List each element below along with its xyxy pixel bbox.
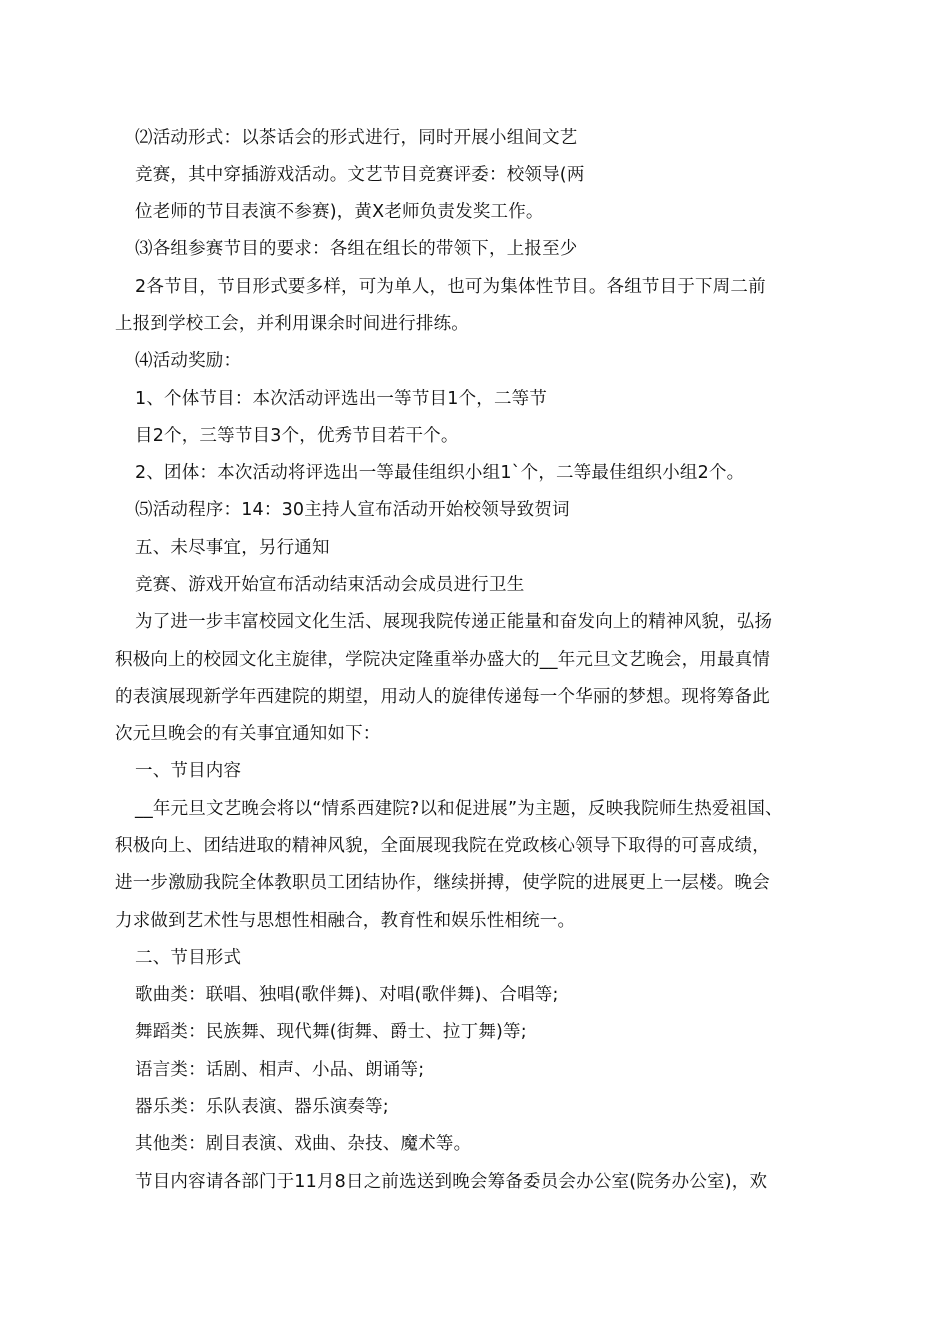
list-item: 舞蹈类：民族舞、现代舞(街舞、爵士、拉丁舞)等; <box>135 1022 527 1042</box>
paragraph-line: 节目内容请各部门于11月8日之前选送到晚会筹备委员会办公室(院务办公室)，欢 <box>135 1172 768 1192</box>
paragraph-line: 位老师的节目表演不参赛)，黄X老师负责发奖工作。 <box>135 202 544 222</box>
paragraph-line: 的表演展现新学年西建院的期望，用动人的旋律传递每一个华丽的梦想。现将筹备此 <box>115 687 770 707</box>
section-heading: 二、节目形式 <box>135 948 242 968</box>
paragraph-line: 上报到学校工会，并利用课余时间进行排练。 <box>115 314 469 334</box>
paragraph-line: 力求做到艺术性与思想性相融合，教育性和娱乐性相统一。 <box>115 911 576 931</box>
list-item: 歌曲类：联唱、独唱(歌伴舞)、对唱(歌伴舞)、合唱等; <box>135 985 559 1005</box>
paragraph-line: 五、未尽事宜，另行通知 <box>135 538 330 558</box>
list-item: 语言类：话剧、相声、小品、朗诵等; <box>135 1060 425 1080</box>
paragraph-line: ⑶各组参赛节目的要求：各组在组长的带领下，上报至少 <box>135 239 578 259</box>
paragraph-line: __年元旦文艺晚会将以“情系西建院?以和促进展”为主题，反映我院师生热爱祖国、 <box>135 799 783 819</box>
list-item: 器乐类：乐队表演、器乐演奏等; <box>135 1097 389 1117</box>
paragraph-line: 为了进一步丰富校园文化生活、展现我院传递正能量和奋发向上的精神风貌，弘扬 <box>135 612 773 632</box>
list-item: 其他类：剧目表演、戏曲、杂技、魔术等。 <box>135 1134 472 1154</box>
paragraph-line: 积极向上、团结进取的精神风貌，全面展现我院在党政核心领导下取得的可喜成绩， <box>115 836 770 856</box>
paragraph-line: 进一步激励我院全体教职员工团结协作，继续拼搏，使学院的进展更上一层楼。晚会 <box>115 873 770 893</box>
paragraph-line: 目2个，三等节目3个，优秀节目若干个。 <box>135 426 459 446</box>
paragraph-line: 积极向上的校园文化主旋律，学院决定隆重举办盛大的__年元旦文艺晚会，用最真情 <box>115 650 771 670</box>
paragraph-line: 1、个体节目：本次活动评选出一等节目1个，二等节 <box>135 389 548 409</box>
paragraph-line: 次元旦晚会的有关事宜通知如下： <box>115 724 381 744</box>
paragraph-line: 2各节目，节目形式要多样，可为单人，也可为集体性节目。各组节目于下周二前 <box>135 277 766 297</box>
section-heading: 一、节目内容 <box>135 761 242 781</box>
paragraph-line: ⑵活动形式：以茶话会的形式进行，同时开展小组间文艺 <box>135 128 578 148</box>
paragraph-line: 2、团体：本次活动将评选出一等最佳组织小组1`个，二等最佳组织小组2个。 <box>135 463 745 483</box>
paragraph-line: 竞赛、游戏开始宣布活动结束活动会成员进行卫生 <box>135 575 525 595</box>
paragraph-line: ⑸活动程序：14：30主持人宣布活动开始校领导致贺词 <box>135 500 570 520</box>
paragraph-line: 竞赛，其中穿插游戏活动。文艺节目竞赛评委：校领导(两 <box>135 165 585 185</box>
paragraph-line: ⑷活动奖励： <box>135 351 242 371</box>
